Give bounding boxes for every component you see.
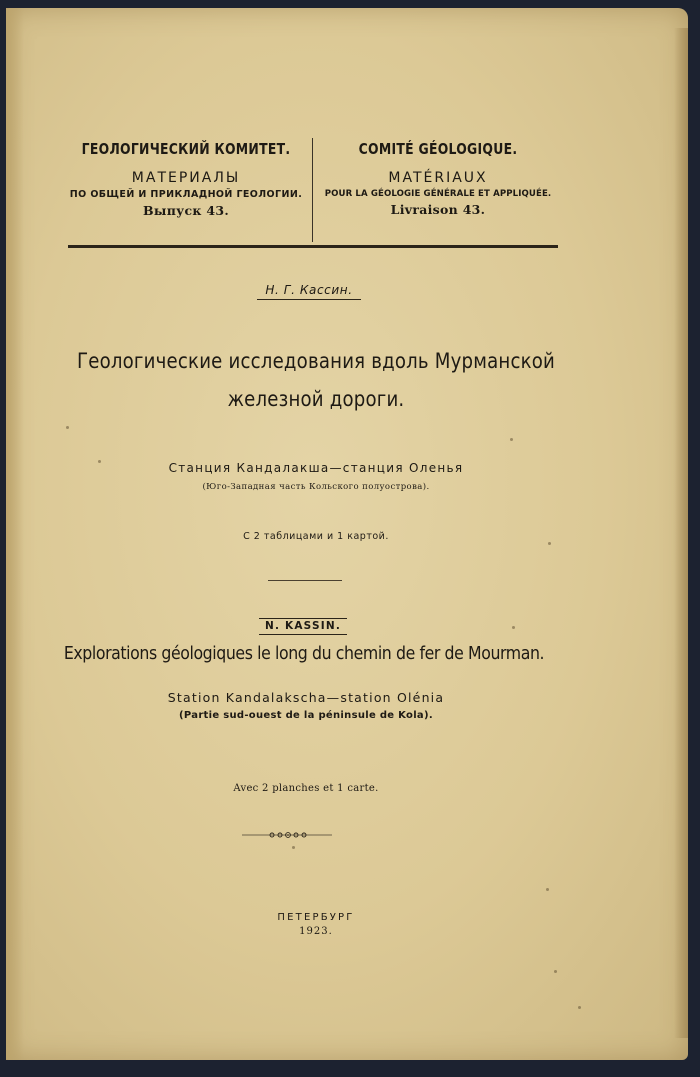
paper-speck [512,626,515,629]
paper-speck [292,846,295,849]
station-ru: Станция Кандалакша—станция Оленья [168,461,464,475]
committee-title-ru: ГЕОЛОГИЧЕСКИЙ КОМИТЕТ. [81,140,291,158]
author-fr-box [252,614,354,635]
header-divider [312,138,313,242]
page-left-edge [6,8,24,1060]
paper-speck [510,438,513,441]
region-fr: (Partie sud-ouest de la péninsule de Kola). [179,710,433,721]
title-ru-line2: железной дороги. [227,387,405,411]
paper-speck [66,426,69,429]
paper-speck [554,970,557,973]
issue-number-ru: Выпуск 43. [143,203,229,218]
plates-note-fr: Avec 2 planches et 1 carte. [233,783,379,794]
ornament-divider [242,829,332,841]
series-title-fr: MATÉRIAUX [388,170,488,186]
imprint-city: ПЕТЕРБУРГ [277,912,355,923]
series-subtitle-fr: POUR LA GÉOLOGIE GÉNÉRALE ET APPLIQUÉE. [324,189,552,199]
document-page [6,8,688,1060]
author-fr: N. KASSIN. [259,618,347,635]
series-title-ru: МАТЕРИАЛЫ [131,170,241,186]
paper-speck [546,888,549,891]
author-ru: Н. Г. Кассин. [257,283,360,300]
title-ru [57,342,575,418]
issue-number-fr: Livraison 43. [390,202,486,217]
tables-note-ru: С 2 таблицами и 1 картой. [243,531,389,542]
station-fr: Station Kandalakscha—station Olénia [167,690,445,705]
committee-title-fr: COMITÉ GÉOLOGIQUE. [358,140,518,158]
author-ru-box [250,279,368,300]
page-right-edge [674,28,688,1038]
header-rule [68,245,558,248]
publisher-header [62,136,562,248]
paper-speck [98,460,101,463]
paper-speck [548,542,551,545]
series-subtitle-ru: ПО ОБЩЕЙ И ПРИКЛАДНОЙ ГЕОЛОГИИ. [69,189,303,200]
header-russian [62,136,310,218]
title-fr: Explorations géologiques le long du chemin de fer de Mourman. [63,644,545,664]
header-french [314,136,562,217]
title-ru-line1: Геологические исследования вдоль Мурманской [76,349,556,373]
region-ru: (Юго-Западная часть Кольского полуострова). [202,482,430,492]
section-divider [268,580,342,581]
paper-speck [578,1006,581,1009]
imprint-year: 1923. [299,926,333,937]
